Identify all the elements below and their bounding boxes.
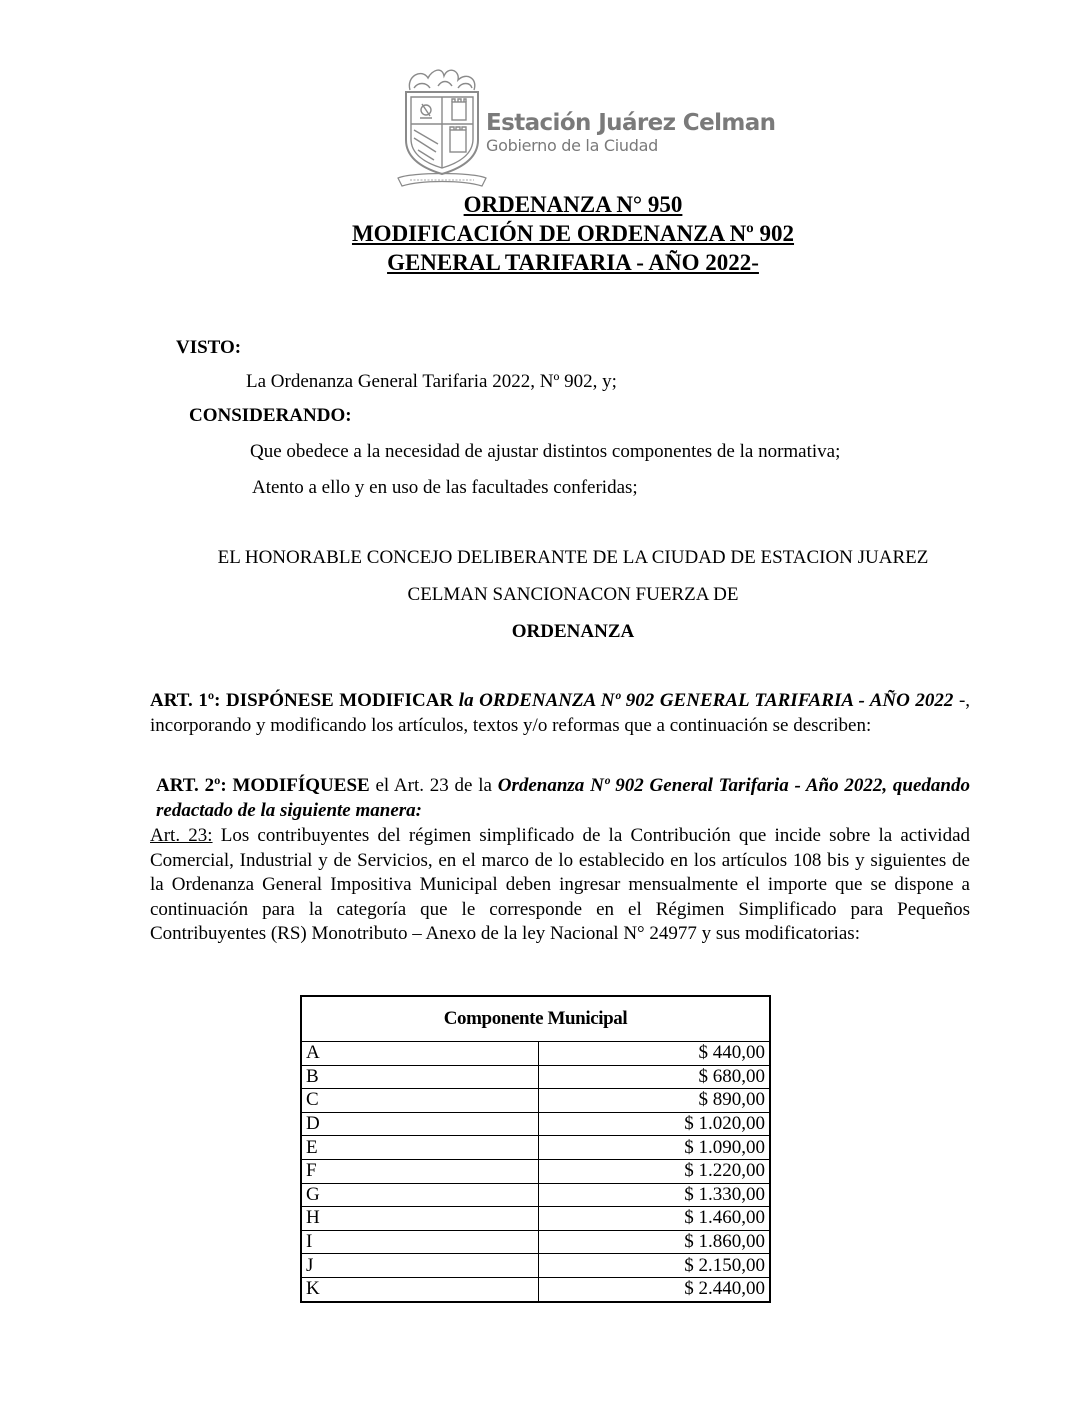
title-tariff-year: GENERAL TARIFARIA - AÑO 2022- [387, 250, 759, 275]
table-row [302, 1042, 770, 1066]
considerando-heading: CONSIDERANDO: [189, 405, 352, 426]
article-1-label: ART. 1º: DISPÓNESE MODIFICAR [150, 690, 454, 711]
table-row [302, 1254, 770, 1278]
sanction-line-2: CELMAN SANCIONACON FUERZA DE [407, 584, 739, 605]
brand-subtitle: Gobierno de la Ciudad [486, 136, 658, 155]
category-cell: D [302, 1112, 539, 1136]
amount-cell: $ 2.150,00 [539, 1254, 770, 1278]
table-row [302, 1136, 770, 1160]
amount-cell: $ 440,00 [539, 1042, 770, 1066]
article-1 [150, 689, 970, 738]
table-row [302, 1065, 770, 1089]
amount-cell: $ 1.220,00 [539, 1159, 770, 1183]
table-row [302, 1207, 770, 1231]
amount-cell: $ 680,00 [539, 1065, 770, 1089]
article-1-rest: -, incorporando y modificando los artículos, textos y/o reformas que a continuación se describen: [150, 690, 971, 736]
table-row [302, 1230, 770, 1254]
sanction-line-1: EL HONORABLE CONCEJO DELIBERANTE DE LA CIUDAD DE ESTACION JUAREZ [217, 547, 929, 568]
table-row [302, 1112, 770, 1136]
title-modification: MODIFICACIÓN DE ORDENANZA Nº 902 [351, 221, 795, 246]
category-cell: H [302, 1207, 539, 1231]
category-cell: C [302, 1089, 539, 1113]
municipal-component-table [301, 996, 770, 1302]
title-ordinance-number: ORDENANZA N° 950 [463, 192, 683, 217]
table-row [302, 1183, 770, 1207]
article-23 [150, 824, 970, 947]
article-23-text: Los contribuyentes del régimen simplificado de la Contribución que incide sobre la actividad Comercial, Industrial y de Servicios, en el marco de lo establecido en los artículos 108 bis y siguientes de la Ordenanza General Impositiva Municipal deben ingresar mensualmente el importe que se dispone a continuación para la categoría que le corresponde en el Régimen Simplificado para Pequeños Contribuyentes (RS) Monotributo – Anexo de la ley Nacional N° 24977 y sus modificatorias: [150, 825, 971, 944]
amount-cell: $ 1.020,00 [539, 1112, 770, 1136]
article-2 [156, 774, 970, 823]
amount-cell: $ 1.860,00 [539, 1230, 770, 1254]
table-row [302, 1159, 770, 1183]
sanction-ordenanza: ORDENANZA [511, 621, 635, 642]
article-2-label: ART. 2º: MODIFÍQUESE [156, 775, 370, 796]
amount-cell: $ 1.090,00 [539, 1136, 770, 1160]
brand-name: Estación Juárez Celman [486, 110, 776, 136]
considerando-line-2: Atento a ello y en uso de las facultades conferidas; [252, 477, 638, 498]
amount-cell: $ 1.460,00 [539, 1207, 770, 1231]
category-cell: B [302, 1065, 539, 1089]
category-cell: J [302, 1254, 539, 1278]
table-body [302, 1042, 770, 1302]
article-2-mid: el Art. 23 de la [369, 775, 498, 796]
table-row [302, 1089, 770, 1113]
considerando-line-1: Que obedece a la necesidad de ajustar distintos componentes de la normativa; [250, 441, 841, 462]
category-cell: F [302, 1159, 539, 1183]
category-cell: K [302, 1277, 539, 1301]
amount-cell: $ 890,00 [539, 1089, 770, 1113]
table-header: Componente Municipal [302, 997, 770, 1042]
brand-block [486, 110, 775, 155]
article-1-italic: la ORDENANZA Nº 902 GENERAL TARIFARIA - AÑO 2022 [458, 690, 954, 711]
document-titles [0, 190, 1088, 277]
article-2-italic: Ordenanza Nº 902 General Tarifaria - Año 2022, quedando redactado de la siguiente manera: [156, 775, 970, 821]
category-cell: A [302, 1042, 539, 1066]
amount-cell: $ 2.440,00 [539, 1277, 770, 1301]
article-23-label: Art. 23: [150, 825, 213, 846]
visto-text: La Ordenanza General Tarifaria 2022, Nº 902, y; [246, 371, 617, 392]
table-row [302, 1277, 770, 1301]
category-cell: G [302, 1183, 539, 1207]
visto-heading: VISTO: [176, 337, 242, 358]
municipal-shield-icon [392, 62, 492, 190]
amount-cell: $ 1.330,00 [539, 1183, 770, 1207]
category-cell: I [302, 1230, 539, 1254]
category-cell: E [302, 1136, 539, 1160]
